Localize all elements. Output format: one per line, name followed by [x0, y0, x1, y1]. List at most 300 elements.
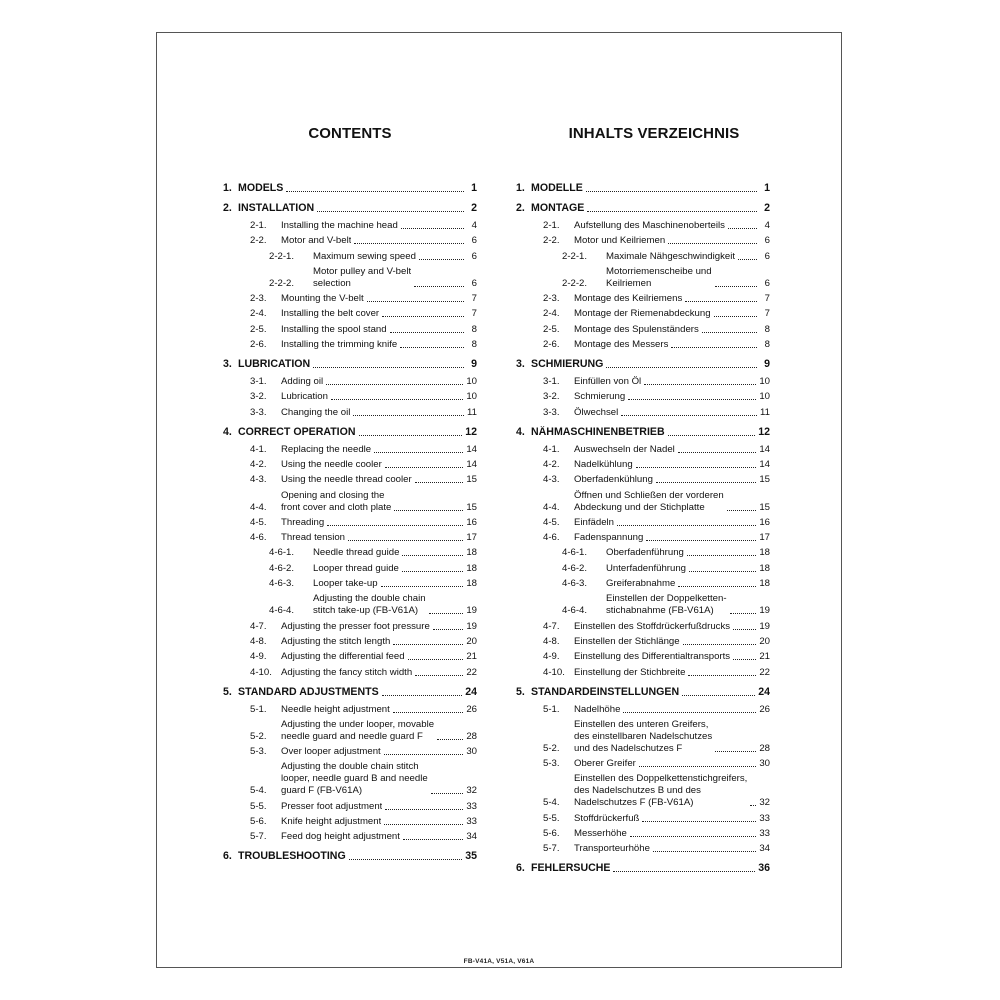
toc-page-number: 18 — [759, 562, 770, 574]
toc-entry-number: 4-9. — [250, 651, 267, 663]
toc-page-number: 34 — [466, 831, 477, 843]
toc-entry — [223, 686, 477, 699]
toc-page-number: 7 — [764, 308, 770, 320]
toc-entry-title — [281, 517, 324, 529]
toc-leader-dots — [656, 482, 756, 483]
toc-entry — [223, 266, 477, 290]
toc-entry-number: 5-2. — [543, 742, 560, 754]
toc-entry-title — [281, 704, 390, 716]
toc-entry-number: 5-6. — [543, 828, 560, 840]
toc-entry-title-line: Feed dog height adjustment — [281, 831, 400, 843]
toc-entry-title-line: MODELLE — [531, 182, 583, 194]
toc-page-number: 8 — [471, 339, 477, 351]
toc-leader-dots — [393, 712, 464, 713]
toc-leader-dots — [750, 805, 756, 806]
toc-page-number: 1 — [764, 182, 770, 194]
toc-entry — [223, 339, 477, 351]
toc-entry-number: 2-2-2. — [562, 277, 588, 289]
toc-entry-title — [281, 719, 434, 743]
toc-leader-dots — [384, 824, 463, 825]
toc-leader-dots — [621, 415, 757, 416]
toc-leader-dots — [738, 259, 757, 260]
toc-page-number: 8 — [764, 323, 770, 335]
toc-entry-title-line: Motor and V-belt — [281, 235, 352, 247]
toc-page-number: 10 — [466, 391, 477, 403]
toc-entry — [223, 621, 477, 633]
toc-entry-title-line: Adjusting the differential feed — [281, 651, 405, 663]
toc-entry — [223, 407, 477, 419]
toc-entry — [516, 235, 770, 247]
toc-entry-number: 4-10. — [250, 666, 272, 678]
toc-entry-title-line: Replacing the needle — [281, 443, 372, 455]
toc-leader-dots — [642, 821, 756, 822]
toc-entry-title-line: FEHLERSUCHE — [531, 862, 611, 875]
toc-leader-dots — [728, 228, 757, 229]
toc-entry — [223, 474, 477, 486]
toc-leader-dots — [702, 332, 757, 333]
toc-entry-title — [281, 621, 430, 633]
toc-entry-number: 5-5. — [543, 812, 560, 824]
toc-leader-dots — [401, 228, 464, 229]
toc-page-number: 18 — [466, 547, 477, 559]
toc-leader-dots — [313, 367, 464, 368]
toc-entry — [516, 308, 770, 320]
toc-entry-number: 4-6-3. — [562, 578, 588, 590]
toc-leader-dots — [390, 332, 464, 333]
toc-entry-title — [313, 266, 411, 290]
toc-entry — [223, 761, 477, 797]
toc-entry — [516, 758, 770, 770]
toc-entry-title-line: und des Nadelschutzes F — [574, 742, 683, 754]
toc-page-number: 4 — [764, 220, 770, 231]
toc-entry-title — [281, 651, 405, 663]
toc-entry-title-line: Stoffdrückerfuß — [574, 812, 640, 824]
toc-entry — [223, 816, 477, 828]
toc-entry-title-line: Einstellung der Stichbreite — [574, 666, 686, 678]
toc-entry-title-line: Installing the trimming knife — [281, 339, 398, 351]
toc-entry-title — [281, 308, 379, 320]
toc-entry-title — [531, 686, 679, 699]
toc-entry-title-line: Adjusting the fancy stitch width — [281, 666, 413, 678]
toc-entry-title-line: Abdeckung und der Stichplatte — [574, 501, 705, 513]
toc-leader-dots — [613, 871, 755, 872]
toc-entry-title-line: Looper take-up — [313, 578, 378, 590]
toc-leader-dots — [393, 644, 463, 645]
toc-entry-number: 5-1. — [250, 703, 267, 715]
toc-entry — [516, 490, 770, 514]
toc-entry-title-line: needle guard and needle guard F — [281, 730, 423, 742]
toc-entry-title — [281, 376, 323, 388]
toc-page-number: 21 — [466, 651, 477, 663]
toc-entry-title-line: Auswechseln der Nadel — [574, 443, 675, 455]
toc-entry — [516, 426, 770, 439]
toc-entry-title — [574, 621, 730, 633]
toc-entry-title — [606, 251, 735, 263]
toc-entry-number: 4-6. — [543, 532, 560, 544]
toc-leader-dots — [381, 586, 464, 587]
toc-entry-number: 3-2. — [543, 391, 560, 403]
toc-entry-title-line: Motor und Keilriemen — [574, 235, 666, 247]
toc-leader-dots — [715, 286, 757, 287]
toc-entry-number: 2-2-1. — [269, 250, 295, 262]
toc-entry-title — [281, 339, 397, 351]
toc-entry-number: 4-6. — [250, 532, 267, 544]
toc-entry-number: 2-1. — [250, 220, 267, 231]
toc-leader-dots — [617, 525, 756, 526]
toc-entry-number: 4-6-2. — [562, 562, 588, 574]
toc-entry-number: 2-2-2. — [269, 277, 295, 289]
toc-entry — [223, 831, 477, 843]
contents-column-english — [223, 125, 477, 868]
toc-entry-title-line: Adjusting the double chain — [313, 593, 426, 605]
toc-entry-title — [531, 202, 584, 215]
toc-leader-dots — [623, 712, 756, 713]
toc-entry-title-line: Needle thread guide — [313, 547, 400, 559]
toc-entry-title — [238, 358, 310, 371]
toc-entry — [223, 459, 477, 471]
toc-entry — [223, 376, 477, 388]
toc-entry-title-line: Looper thread guide — [313, 562, 399, 574]
toc-page-number: 11 — [467, 406, 477, 418]
toc-entry-title — [281, 667, 412, 679]
toc-entry-title-line: Thread tension — [281, 532, 345, 544]
contents-column-german — [516, 125, 770, 880]
toc-entry-title — [531, 358, 603, 371]
toc-leader-dots — [415, 482, 464, 483]
toc-leader-dots — [429, 613, 464, 614]
toc-entry-title-line: Motorriemenscheibe und — [606, 265, 712, 277]
toc-entry — [223, 517, 477, 529]
toc-entry-title-line: INSTALLATION — [238, 202, 315, 214]
toc-page-number: 15 — [466, 501, 477, 513]
toc-leader-dots — [636, 467, 757, 468]
toc-entry-title-line: looper, needle guard B and needle — [281, 773, 428, 785]
toc-entry-number: 2-2. — [543, 235, 560, 247]
toc-page-number: 1 — [471, 182, 477, 194]
toc-entry-title — [574, 220, 725, 232]
toc-leader-dots — [687, 555, 756, 556]
toc-entry-title — [531, 182, 583, 195]
toc-page-number: 15 — [759, 474, 770, 486]
toc-leader-dots — [433, 629, 464, 630]
toc-page-number: 16 — [466, 516, 477, 528]
toc-entry-title-line: stichabnahme (FB-V61A) — [606, 605, 714, 617]
toc-entry-title-line: Einstellen der Stichlänge — [574, 635, 680, 647]
toc-entry-title-line: guard F (FB-V61A) — [281, 785, 363, 797]
toc-entry-title — [313, 578, 378, 590]
toc-leader-dots — [628, 399, 756, 400]
toc-entry-title — [574, 636, 680, 648]
toc-leader-dots — [730, 613, 757, 614]
toc-entry-title-line: LUBRICATION — [238, 358, 311, 371]
toc-entry-title-line: STANDARD ADJUSTMENTS — [238, 685, 379, 698]
toc-entry-number: 2-3. — [543, 293, 560, 305]
toc-entry-title-line: Motor pulley and V-belt — [313, 265, 412, 277]
toc-leader-dots — [644, 384, 756, 385]
toc-leader-dots — [688, 675, 756, 676]
toc-entry — [516, 773, 770, 809]
toc-page-number: 6 — [764, 250, 770, 262]
toc-entry-title-line: front cover and cloth plate — [281, 501, 392, 513]
toc-leader-dots — [414, 286, 464, 287]
toc-leader-dots — [431, 793, 464, 794]
toc-entry-title-line: Ölwechsel — [574, 406, 619, 418]
toc-entry-title-line: Adding oil — [281, 376, 324, 388]
toc-leader-dots — [689, 571, 756, 572]
toc-entry — [223, 850, 477, 863]
toc-entry-title — [574, 828, 627, 840]
toc-entry-number: 2-4. — [250, 308, 267, 320]
toc-entry-number: 4-10. — [543, 666, 565, 678]
toc-entry-number: 3-1. — [543, 376, 560, 388]
toc-entry-number: 2-3. — [250, 293, 267, 305]
toc-entry-title — [281, 235, 351, 247]
toc-page-number: 18 — [759, 578, 770, 590]
toc-entry-title — [281, 220, 398, 232]
toc-entry — [516, 651, 770, 663]
toc-entry-number: 3. — [223, 358, 232, 371]
toc-entry-title — [238, 426, 356, 439]
toc-entry-title-line: Schmierung — [574, 391, 626, 403]
toc-entry-title — [606, 593, 727, 617]
toc-leader-dots — [374, 452, 463, 453]
toc-entry-title-line: Using the needle cooler — [281, 458, 382, 470]
toc-entry-number: 4-6-4. — [269, 605, 295, 617]
toc-entry-title — [281, 636, 390, 648]
toc-leader-dots — [630, 836, 757, 837]
toc-entry-number: 4-6-1. — [562, 547, 588, 559]
toc-entry-title — [281, 831, 400, 843]
toc-entry — [516, 376, 770, 388]
toc-entry — [516, 621, 770, 633]
toc-entry-title-line: Installing the machine head — [281, 220, 398, 231]
toc-entry-title — [313, 547, 399, 559]
toc-entry-title — [574, 532, 643, 544]
toc-entry-title-line: Transporteurhöhe — [574, 843, 650, 855]
inhalts-verzeichnis-title: INHALTS VERZEICHNIS — [568, 125, 740, 142]
toc-entry-title-line: Presser foot adjustment — [281, 800, 383, 812]
toc-entry-number: 4-7. — [250, 620, 267, 632]
toc-entry-title — [574, 517, 614, 529]
toc-entry — [516, 813, 770, 825]
toc-entry-title-line: Einfüllen von Öl — [574, 376, 642, 388]
toc-leader-dots — [286, 191, 464, 192]
toc-page-number: 9 — [764, 358, 770, 371]
toc-entry-number: 3. — [516, 358, 525, 371]
toc-page-number: 6 — [471, 235, 477, 247]
toc-entry-title-line: Greiferabnahme — [606, 578, 676, 590]
toc-entry — [516, 704, 770, 716]
toc-page-number: 19 — [759, 605, 770, 617]
toc-entry-title-line: Fadenspannung — [574, 532, 644, 544]
toc-entry-title — [574, 293, 682, 305]
toc-entry — [223, 746, 477, 758]
toc-entry — [516, 407, 770, 419]
toc-entry-title-line: Oberfadenkühlung — [574, 474, 653, 486]
toc-entry-number: 5-5. — [250, 800, 267, 812]
toc-page-number: 30 — [466, 746, 477, 758]
toc-page-number: 19 — [759, 620, 770, 632]
toc-entry-number: 3-3. — [250, 406, 267, 418]
toc-entry — [516, 667, 770, 679]
toc-entry-title-line: Einfädeln — [574, 516, 615, 528]
toc-entry-title — [574, 813, 639, 825]
toc-entry-title-line: STANDARDEINSTELLUNGEN — [531, 685, 680, 698]
toc-entry-title-line: Opening and closing the — [281, 489, 385, 501]
toc-entry-number: 4-8. — [250, 635, 267, 647]
toc-entry-title — [574, 339, 668, 351]
toc-page-number: 8 — [764, 339, 770, 351]
toc-entry-title — [606, 547, 684, 559]
toc-leader-dots — [646, 540, 756, 541]
model-footer: FB-V41A, V51A, V61A — [463, 958, 535, 965]
toc-leader-dots — [586, 191, 757, 192]
toc-leader-dots — [394, 510, 463, 511]
toc-entry-title — [574, 474, 653, 486]
toc-entry-title — [606, 578, 675, 590]
toc-leader-dots — [382, 316, 464, 317]
toc-leader-dots — [327, 525, 463, 526]
toc-entry-number: 2-4. — [543, 308, 560, 320]
toc-entry-title-line: Montage der Riemenabdeckung — [574, 308, 711, 320]
toc-entry — [223, 308, 477, 320]
toc-page-number: 15 — [759, 501, 770, 513]
toc-page-number: 24 — [758, 685, 770, 698]
toc-leader-dots — [326, 384, 463, 385]
toc-leader-dots — [671, 347, 757, 348]
toc-leader-dots — [715, 751, 756, 752]
toc-entry-title — [574, 490, 724, 514]
toc-list — [516, 182, 770, 875]
toc-leader-dots — [317, 211, 464, 212]
toc-entry — [223, 578, 477, 590]
toc-entry-title — [281, 324, 387, 336]
toc-entry-title-line: Aufstellung des Maschinenoberteils — [574, 220, 725, 231]
toc-leader-dots — [359, 435, 463, 436]
toc-entry-title — [574, 843, 650, 855]
toc-page-number: 12 — [758, 425, 770, 438]
toc-entry — [516, 532, 770, 544]
toc-leader-dots — [437, 739, 463, 740]
toc-leader-dots — [354, 243, 464, 244]
toc-entry — [223, 636, 477, 648]
toc-entry — [516, 719, 770, 755]
toc-entry-number: 4-9. — [543, 651, 560, 663]
toc-page-number: 33 — [759, 812, 770, 824]
toc-entry — [516, 220, 770, 232]
toc-entry-title-line: Montage des Messers — [574, 339, 669, 351]
toc-entry-number: 2-6. — [543, 339, 560, 351]
toc-entry-number: 4-4. — [250, 501, 267, 513]
toc-leader-dots — [668, 435, 756, 436]
toc-entry-number: 5-3. — [250, 746, 267, 758]
toc-leader-dots — [415, 675, 463, 676]
toc-entry-title-line: Keilriemen — [606, 277, 652, 289]
toc-entry-title-line: stitch take-up (FB-V61A) — [313, 605, 419, 617]
toc-entry — [516, 517, 770, 529]
toc-entry-title — [574, 459, 633, 471]
toc-entry-number: 4-8. — [543, 635, 560, 647]
toc-leader-dots — [348, 540, 463, 541]
toc-page-number: 4 — [471, 220, 477, 231]
toc-page-number: 10 — [759, 391, 770, 403]
toc-page-number: 6 — [764, 235, 770, 247]
toc-entry — [516, 862, 770, 875]
toc-page-number: 32 — [466, 785, 477, 797]
toc-page-number: 17 — [759, 532, 770, 544]
toc-entry-number: 2. — [223, 202, 232, 214]
toc-page-number: 30 — [759, 758, 770, 770]
toc-leader-dots — [402, 571, 463, 572]
toc-entry-title-line: Installing the belt cover — [281, 308, 380, 320]
toc-entry-number: 5-2. — [250, 730, 267, 742]
toc-leader-dots — [733, 629, 756, 630]
toc-entry-title-line: Knife height adjustment — [281, 816, 382, 828]
toc-entry — [516, 444, 770, 456]
toc-entry-title-line: Einstellen des unteren Greifers, — [574, 718, 709, 730]
toc-entry-title-line: Changing the oil — [281, 406, 351, 418]
toc-entry-title-line: Oberfadenführung — [606, 547, 684, 559]
toc-entry — [516, 251, 770, 263]
toc-entry-number: 5-7. — [250, 831, 267, 843]
toc-page-number: 10 — [759, 376, 770, 388]
toc-entry-number: 3-2. — [250, 391, 267, 403]
toc-leader-dots — [384, 754, 464, 755]
toc-entry — [223, 490, 477, 514]
toc-page-number: 33 — [466, 816, 477, 828]
toc-entry-title — [313, 251, 416, 263]
toc-leader-dots — [403, 839, 463, 840]
toc-entry — [223, 651, 477, 663]
toc-entry-number: 4-6-4. — [562, 605, 588, 617]
toc-entry-title-line: des Nadelschutzes B und des — [574, 785, 701, 797]
toc-page-number: 26 — [759, 703, 770, 715]
toc-entry-title — [281, 391, 328, 403]
toc-entry-title-line: Needle height adjustment — [281, 703, 390, 715]
toc-leader-dots — [639, 766, 756, 767]
toc-page-number: 28 — [466, 730, 477, 742]
toc-page-number: 18 — [759, 547, 770, 559]
toc-entry — [223, 293, 477, 305]
toc-page-number: 33 — [759, 828, 770, 840]
toc-entry-title-line: Adjusting the stitch length — [281, 635, 391, 647]
toc-entry-title-line: Nadelschutzes F (FB-V61A) — [574, 797, 694, 809]
toc-entry-title-line: NÄHMASCHINENBETRIEB — [531, 425, 665, 438]
toc-entry-title — [281, 532, 345, 544]
toc-page-number: 2 — [764, 202, 770, 214]
toc-entry — [223, 182, 477, 195]
toc-entry — [516, 828, 770, 840]
toc-entry-title — [281, 761, 428, 797]
toc-entry-title — [313, 593, 426, 617]
toc-page-number: 9 — [471, 358, 477, 371]
toc-leader-dots — [385, 467, 464, 468]
toc-entry — [223, 426, 477, 439]
document-page — [156, 32, 842, 968]
toc-entry-number: 5-7. — [543, 843, 560, 855]
toc-page-number: 20 — [759, 635, 770, 647]
toc-entry — [516, 547, 770, 559]
toc-entry-title-line: Installing the spool stand — [281, 323, 387, 335]
toc-entry-title — [313, 563, 399, 575]
toc-leader-dots — [678, 586, 756, 587]
toc-page-number: 18 — [466, 562, 477, 574]
toc-leader-dots — [714, 316, 757, 317]
toc-entry — [516, 686, 770, 699]
toc-entry — [516, 266, 770, 290]
toc-leader-dots — [402, 555, 463, 556]
toc-entry-number: 3-3. — [543, 406, 560, 418]
